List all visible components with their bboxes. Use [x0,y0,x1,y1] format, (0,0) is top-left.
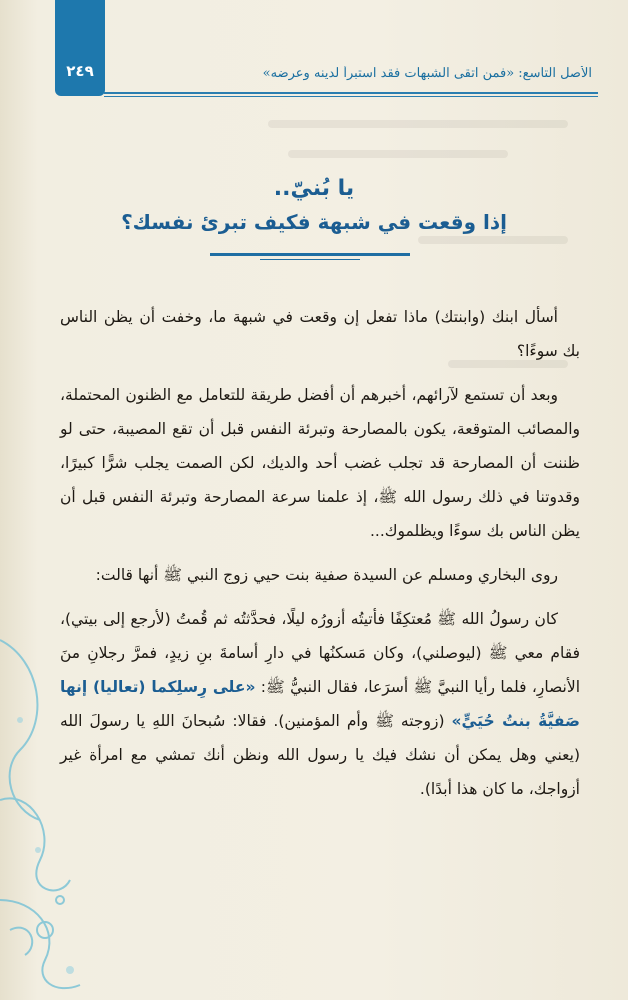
paragraph: روى البخاري ومسلم عن السيدة صفية بنت حيي زوج النبي ﷺ أنها قالت: [95,566,558,584]
page-number: ٢٤٩ [66,62,94,80]
paragraph: أسأل ابنك (وابنتك) ماذا تفعل إن وقعت في شبهة ما، وخفت أن يظن الناس بك سوءًا؟ [60,308,580,360]
section-heading-line-1: يا بُنيّ.. [273,176,355,201]
hadith-text-end: (زوجته ﷺ وأم المؤمنين). فقالا: سُبحانَ اللهِ يا رسولَ الله (يعني وهل يمكن أن نشك فيك يا رسول الله ونظن أنك تمشي مع امرأة غير أزواجك، ما كان هذا أبدًا). [60,712,580,798]
hadith-text: كان رسولُ الله ﷺ مُعتكِفًا فأتيتُه أزورُه ليلًا، فحدَّثتُه ثم قُمتُ (لأرجع إلى بيتي)، فقام معي ﷺ (ليوصلني)، وكان مَسكنُها في دارِ أسامةَ بنِ زيدٍ، فمرَّ رجلانِ منَ الأنصارِ، فلما رأيا النبيَّ ﷺ أسرَعا، فقال النبيُّ ﷺ: [60,610,580,696]
hadith-paragraph [60,602,580,806]
header-rule [104,92,598,94]
heading-underline-thin [260,259,360,260]
paragraph: وبعد أن تستمع لآرائهم، أخبرهم أن أفضل طريقة للتعامل مع الظنون المحتملة، والمصائب المتوقعة، يكون بالمصارحة وتبرئة النفس قبل أن تقع المصيبة، حتى لو ظننت أن المصارحة قد تجلب غضب أحد والديك، لكن الصمت يجلب شرًّا كبيرًا، وقدوتنا في ذلك رسول الله ﷺ، إذ علمنا سرعة المصارحة وتبرئة النفس قبل أن يظن الناس بك سوءًا ويظلموك... [60,386,580,540]
heading-underline [210,253,410,256]
section-heading-line-2: إذا وقعت في شبهة فكيف تبرئ نفسك؟ [121,210,507,234]
hadith-quote: «على رِسلِكما (تعاليا) إنها صَفيَّةُ بنتُ حُيَيٍّ» [60,678,580,730]
running-header-title: الأصل التاسع: «فمن اتقى الشبهات فقد استبرأ لدينه وعرضه» [262,66,592,81]
floral-swirl-ornament [0,600,90,1000]
running-header [50,58,598,94]
bleed-through-mark [418,236,568,244]
header-rule-thin [104,96,598,97]
body-text [60,300,580,816]
bleed-through-mark [268,120,568,128]
bleed-through-mark [288,150,508,158]
